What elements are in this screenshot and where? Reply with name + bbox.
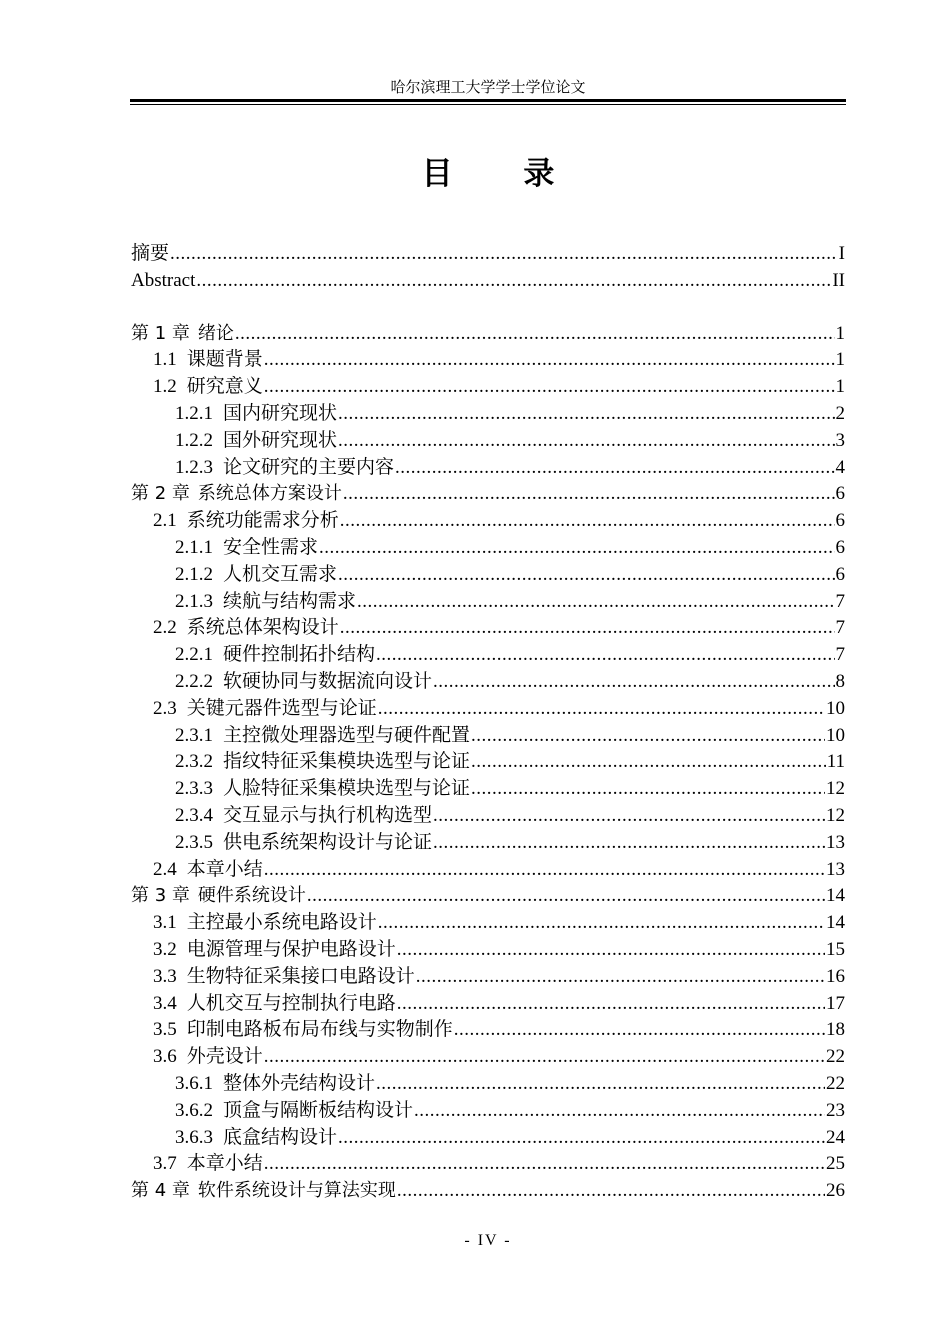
toc-entry-label — [175, 401, 337, 428]
toc-entry-label — [131, 321, 234, 348]
toc-entry-text: 电源管理与保护电路设计 — [186, 938, 396, 960]
toc-entry-number: 2.2 — [153, 617, 177, 639]
toc-entry-number: 2.3.4 — [175, 804, 213, 826]
toc-entry-label — [175, 1098, 413, 1125]
toc-entry-text: 课题背景 — [186, 349, 263, 371]
toc-dot-leader — [397, 991, 825, 1018]
toc-entry-number: 2.3.2 — [175, 751, 213, 773]
toc-entry-number: 2.1.1 — [175, 536, 213, 558]
toc-dot-leader — [338, 428, 834, 455]
toc-entry-label — [175, 723, 470, 750]
toc-entry-number: 3.1 — [153, 912, 177, 934]
toc-entry-label — [175, 455, 394, 482]
toc-entry-label — [175, 803, 432, 830]
toc-entry-number: 2.4 — [153, 858, 177, 880]
toc-page-number: 6 — [835, 536, 845, 558]
toc-dot-leader — [376, 1071, 825, 1098]
toc-page-number: 22 — [826, 1072, 845, 1094]
toc-entry[interactable] — [131, 696, 845, 723]
toc-chapter-entry[interactable] — [131, 1178, 845, 1205]
toc-entry-text: 系统总体架构设计 — [186, 617, 339, 639]
toc-dot-leader — [397, 937, 825, 964]
toc-entry-label — [153, 910, 377, 937]
toc-dot-leader — [264, 374, 835, 401]
toc-entry-text: 顶盒与隔断板结构设计 — [223, 1099, 414, 1121]
toc-entry-label — [153, 696, 377, 723]
toc-entry-label — [153, 374, 263, 401]
toc-entry-number: 2.1 — [153, 510, 177, 532]
toc-entry-number: 1.2.1 — [175, 402, 213, 424]
toc-page-number: 8 — [835, 670, 845, 692]
toc-dot-leader — [433, 830, 825, 857]
toc-entry-text: 外壳设计 — [186, 1046, 263, 1068]
toc-page-number: 13 — [826, 858, 845, 880]
toc-dot-leader — [338, 401, 834, 428]
toc-title: 目 录 — [421, 156, 585, 192]
toc-entry[interactable] — [131, 589, 845, 616]
toc-entry[interactable] — [131, 508, 845, 535]
toc-entry[interactable] — [131, 1017, 845, 1044]
toc-entry[interactable] — [131, 268, 845, 295]
toc-chapter-entry[interactable] — [131, 883, 845, 910]
toc-entry-label — [131, 241, 169, 268]
toc-entry[interactable] — [131, 374, 845, 401]
toc-entry-text: 续航与结构需求 — [223, 590, 357, 612]
toc-entry-label — [153, 991, 396, 1018]
toc-entry-label — [175, 830, 432, 857]
toc-page-number: 7 — [835, 617, 845, 639]
toc-entry-text: 国外研究现状 — [223, 429, 338, 451]
toc-entry-text: 关键元器件选型与论证 — [186, 697, 377, 719]
toc-entry-number: 第 1 章 — [131, 322, 190, 344]
toc-entry-text: 整体外壳结构设计 — [223, 1072, 376, 1094]
toc-entry-number: 1.2 — [153, 376, 177, 398]
toc-dot-leader — [376, 642, 834, 669]
toc-entry-label — [153, 347, 263, 374]
toc-entry[interactable] — [131, 803, 845, 830]
toc-entry[interactable] — [131, 830, 845, 857]
toc-entry-text: Abstract — [131, 269, 196, 291]
toc-entry-label — [153, 857, 263, 884]
toc-entry-label — [175, 749, 470, 776]
toc-entry-number: 2.3.1 — [175, 724, 213, 746]
toc-entry-number: 第 2 章 — [131, 483, 190, 505]
toc-page-number: 12 — [826, 804, 845, 826]
toc-entry[interactable] — [131, 401, 845, 428]
toc-entry-label — [153, 937, 396, 964]
toc-dot-leader — [343, 481, 835, 508]
toc-entry[interactable] — [131, 428, 845, 455]
toc-dot-leader — [340, 508, 835, 535]
toc-entry[interactable] — [131, 857, 845, 884]
toc-entry-text: 安全性需求 — [223, 536, 319, 558]
toc-dot-leader — [357, 589, 834, 616]
toc-entry-text: 系统功能需求分析 — [186, 510, 339, 532]
toc-entry-label — [153, 1017, 453, 1044]
toc-page-number: 7 — [835, 644, 845, 666]
toc-entry-label — [131, 481, 342, 508]
toc-entry-text: 人脸特征采集模块选型与论证 — [223, 778, 471, 800]
toc-entry-text: 人机交互与控制执行电路 — [186, 992, 396, 1014]
toc-page-number: 1 — [835, 322, 845, 344]
toc-entry-label — [131, 883, 306, 910]
toc-entry[interactable] — [131, 776, 845, 803]
toc-entry[interactable] — [131, 1044, 845, 1071]
toc-page-number: 11 — [826, 751, 845, 773]
toc-page-number: 17 — [826, 992, 845, 1014]
toc-entry-number: 2.1.3 — [175, 590, 213, 612]
toc-entry[interactable] — [131, 1125, 845, 1152]
toc-entry-number: 第 3 章 — [131, 885, 190, 907]
toc-page-number: 10 — [826, 697, 845, 719]
toc-dot-leader — [397, 1178, 825, 1205]
toc-entry-number: 1.2.3 — [175, 456, 213, 478]
toc-entry[interactable] — [131, 669, 845, 696]
toc-entry-number: 2.2.2 — [175, 670, 213, 692]
toc-entry[interactable] — [131, 347, 845, 374]
toc-entry-label — [175, 642, 375, 669]
toc-entry-number: 3.6.2 — [175, 1099, 213, 1121]
toc-entry[interactable] — [131, 1071, 845, 1098]
toc-page-number: 18 — [826, 1019, 845, 1041]
toc-dot-leader — [264, 1044, 825, 1071]
page-number: - IV - — [464, 1232, 512, 1249]
toc-entry[interactable] — [131, 991, 845, 1018]
toc-chapter-entry[interactable] — [131, 481, 845, 508]
toc-page-number: 2 — [835, 402, 845, 424]
toc-entry-text: 本章小结 — [186, 858, 263, 880]
header-rule-thin — [130, 104, 846, 105]
toc-dot-leader — [378, 910, 825, 937]
toc-dot-leader — [338, 1125, 825, 1152]
toc-entry-text: 软件系统设计与算法实现 — [197, 1180, 396, 1202]
toc-entry[interactable] — [131, 535, 845, 562]
toc-entry-number: 1.2.2 — [175, 429, 213, 451]
toc-entry[interactable] — [131, 910, 845, 937]
toc-entry-number: 3.3 — [153, 965, 177, 987]
toc-page-number: 26 — [826, 1180, 845, 1202]
toc-dot-leader — [433, 803, 825, 830]
toc-entry-label — [175, 776, 470, 803]
toc-dot-leader — [471, 749, 826, 776]
toc-entry-number: 3.6.3 — [175, 1126, 213, 1148]
toc-entry-label — [175, 428, 337, 455]
toc-entry[interactable] — [131, 964, 845, 991]
toc-entry-label — [131, 1178, 396, 1205]
toc-page-number: 22 — [826, 1046, 845, 1068]
running-header: 哈尔滨理工大学学士学位论文 — [390, 80, 586, 96]
toc-dot-leader — [264, 857, 825, 884]
toc-dot-leader — [471, 723, 825, 750]
toc-dot-leader — [307, 883, 825, 910]
toc-entry-label — [153, 1044, 263, 1071]
toc-entry[interactable] — [131, 241, 845, 268]
toc-dot-leader — [395, 455, 834, 482]
toc-entry-label — [153, 615, 339, 642]
toc-page-number: 4 — [835, 456, 845, 478]
toc-entry[interactable] — [131, 615, 845, 642]
toc-page-number: 24 — [826, 1126, 845, 1148]
toc-entry-text: 指纹特征采集模块选型与论证 — [223, 751, 471, 773]
toc-dot-leader — [319, 535, 834, 562]
toc-entry-text: 主控微处理器选型与硬件配置 — [223, 724, 471, 746]
toc-dot-leader — [196, 268, 831, 295]
toc-entry-text: 国内研究现状 — [223, 402, 338, 424]
toc-dot-leader — [340, 615, 835, 642]
toc-dot-leader — [235, 321, 835, 348]
toc-entry-text: 软硬协同与数据流向设计 — [223, 670, 433, 692]
toc-page-number: 6 — [835, 483, 845, 505]
toc-entry[interactable] — [131, 642, 845, 669]
toc-entry-text: 本章小结 — [186, 1153, 263, 1175]
toc-entry-number: 3.7 — [153, 1153, 177, 1175]
toc-page-number: 1 — [835, 376, 845, 398]
toc-entry-number: 3.4 — [153, 992, 177, 1014]
toc-entry-label — [175, 589, 356, 616]
toc-entry-number: 3.5 — [153, 1019, 177, 1041]
toc-entry-text: 底盒结构设计 — [223, 1126, 338, 1148]
toc-entry-label — [175, 1125, 337, 1152]
toc-entry-number: 3.6 — [153, 1046, 177, 1068]
toc-entry-text: 硬件控制拓扑结构 — [223, 644, 376, 666]
toc-dot-leader — [338, 562, 834, 589]
toc-entry[interactable] — [131, 562, 845, 589]
toc-entry-text: 摘要 — [131, 243, 170, 264]
table-of-contents — [131, 241, 845, 1205]
toc-entry[interactable] — [131, 723, 845, 750]
toc-entry-label — [131, 268, 195, 295]
toc-dot-leader — [170, 241, 838, 268]
toc-entry-number: 第 4 章 — [131, 1180, 190, 1202]
toc-dot-leader — [416, 964, 825, 991]
toc-entry-number: 1.1 — [153, 349, 177, 371]
toc-entry-number: 3.6.1 — [175, 1072, 213, 1094]
toc-page-number: I — [838, 243, 845, 264]
toc-dot-leader — [264, 1151, 825, 1178]
toc-entry-text: 研究意义 — [186, 376, 263, 398]
toc-entry-label — [175, 562, 337, 589]
toc-entry-text: 论文研究的主要内容 — [223, 456, 395, 478]
toc-page-number: 12 — [826, 778, 845, 800]
toc-page-number: 13 — [826, 831, 845, 853]
toc-entry-text: 主控最小系统电路设计 — [186, 912, 377, 934]
toc-dot-leader — [433, 669, 834, 696]
toc-entry-text: 人机交互需求 — [223, 563, 338, 585]
toc-entry-number: 2.3.5 — [175, 831, 213, 853]
toc-dot-leader — [414, 1098, 825, 1125]
toc-entry-text: 生物特征采集接口电路设计 — [186, 965, 415, 987]
toc-entry-text: 交互显示与执行机构选型 — [223, 804, 433, 826]
toc-entry-number: 2.2.1 — [175, 644, 213, 666]
toc-entry-label — [175, 535, 318, 562]
toc-page-number: 25 — [826, 1153, 845, 1175]
toc-page-number: 14 — [826, 912, 845, 934]
toc-dot-leader — [454, 1017, 825, 1044]
toc-page-number: 16 — [826, 965, 845, 987]
toc-page-number: 14 — [826, 885, 845, 907]
toc-entry-label — [175, 1071, 375, 1098]
toc-entry-number: 2.1.2 — [175, 563, 213, 585]
toc-page-number: 7 — [835, 590, 845, 612]
toc-entry-text: 系统总体方案设计 — [197, 483, 342, 505]
toc-dot-leader — [378, 696, 825, 723]
toc-chapter-entry[interactable] — [131, 321, 845, 348]
toc-entry-number: 2.3.3 — [175, 778, 213, 800]
toc-entry-number: 3.2 — [153, 938, 177, 960]
toc-entry-text: 绪论 — [197, 322, 234, 344]
toc-entry[interactable] — [131, 937, 845, 964]
toc-entry-number: 2.3 — [153, 697, 177, 719]
toc-page-number: 15 — [826, 938, 845, 960]
toc-entry[interactable] — [131, 455, 845, 482]
toc-entry[interactable] — [131, 749, 845, 776]
toc-page-number: II — [832, 269, 845, 291]
toc-entry[interactable] — [131, 1151, 845, 1178]
toc-entry-label — [153, 508, 339, 535]
toc-entry[interactable] — [131, 1098, 845, 1125]
toc-entry-text: 印制电路板布局布线与实物制作 — [186, 1019, 453, 1041]
toc-page-number: 10 — [826, 724, 845, 746]
toc-page-number: 6 — [835, 510, 845, 532]
toc-entry-text: 供电系统架构设计与论证 — [223, 831, 433, 853]
toc-entry-label — [153, 964, 415, 991]
toc-page-number: 3 — [835, 429, 845, 451]
toc-dot-leader — [264, 347, 835, 374]
toc-entry-text: 硬件系统设计 — [197, 885, 306, 907]
toc-dot-leader — [471, 776, 825, 803]
toc-entry-label — [175, 669, 432, 696]
header-rule-thick — [130, 99, 846, 102]
toc-page-number: 1 — [835, 349, 845, 371]
toc-page-number: 6 — [835, 563, 845, 585]
toc-page-number: 23 — [826, 1099, 845, 1121]
toc-entry-label — [153, 1151, 263, 1178]
